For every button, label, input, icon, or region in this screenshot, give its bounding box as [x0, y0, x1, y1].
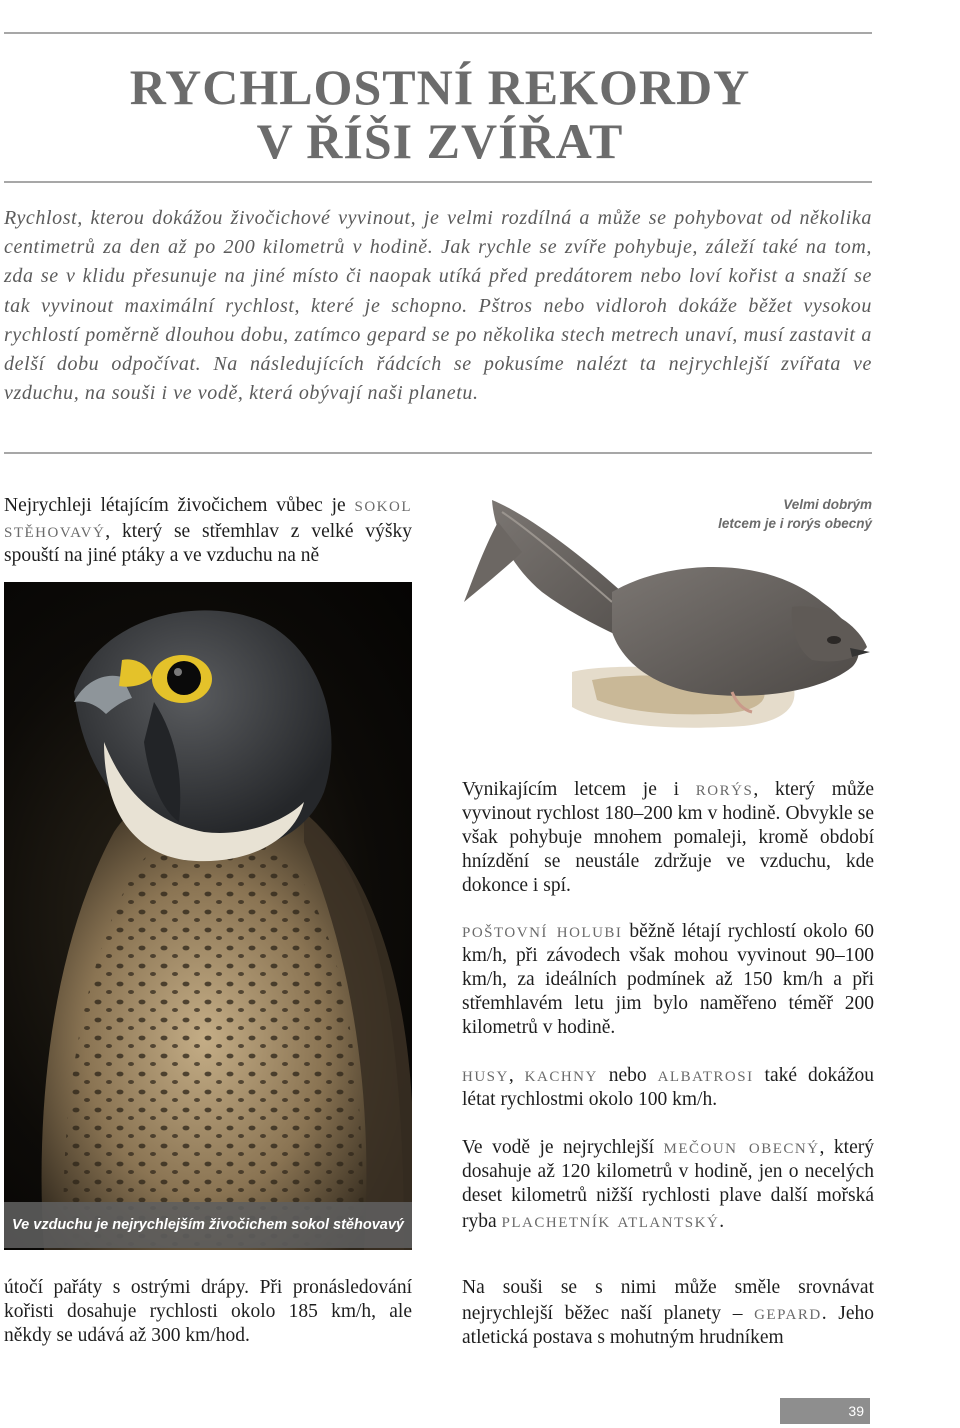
pigeon-text-post: běžně létají rychlostí okolo 60 km/h, při závodech však mohou vyvinout 90–100 km/h, za ideálních podmínek až 150 km/h a při střemhlavém letu jim bylo naměřeno téměř 200 kilometrů v hodině. — [462, 921, 875, 1038]
pigeon-paragraph — [462, 918, 874, 1040]
cheetah-name: gepard — [754, 1300, 822, 1324]
cheetah-text-pre: Na souši se s nimi může směle srovnávat nejrychlejší běžec naší planety – — [462, 1277, 874, 1324]
title-rule — [4, 181, 872, 183]
fish-paragraph — [462, 1134, 874, 1234]
title-line-1: RYCHLOSTNÍ REKORDY — [129, 59, 751, 115]
intro-paragraph: Rychlost, kterou dokážou živočichové vyvinout, je velmi rozdílná a může se pohybovat od několika centimetrů za den až po 200 kilometrů v hodině. Jak rychle se zvíře pohybuje, záleží také na tom, zda se v klidu přesunuje na jiné místo či naopak utíká před predátorem nebo loví kořist a snaží se tak vyvinout maximální rychlost, které je schopno. Pštros nebo vidloroh dokáže běžet vysokou rychlostí poměrně dlouhou dobu, zatímco gepard se po několika stech metrech unaví, musí zastavit a delší dobu odpočívat. Na následujících řádcích se pokusíme nalézt ta nejrychlejší zvířata ve vzduchu, na souši i ve vodě, která obývají naši planetu. — [4, 207, 872, 405]
fish-text-post: . — [719, 1211, 725, 1232]
falcon-species-name: sokol stěhovavý — [4, 492, 412, 542]
swift-species-name: rorýs — [695, 776, 754, 800]
page-number-label: 39 — [848, 1403, 864, 1419]
falcon-text-pre: Nejrychleji létajícím živočichem vůbec je — [4, 495, 355, 516]
pigeon-species-name: poštovní holubi — [462, 918, 623, 942]
page-number — [780, 1398, 870, 1424]
ducks-name: kachny — [524, 1062, 598, 1086]
swift-caption-line-1: Velmi dobrým — [783, 497, 872, 512]
swift-text-post: , který může vyvinout rychlost 180–200 km v hodině. Obvykle se však pohybuje mnohem pomaleji, kromě období hnízdění se neustále zdržuje ve vzduchu, kde dokonce i spí. — [462, 779, 875, 896]
falcon-photo-caption: Ve vzduchu je nejrychlejším živočichem sokol stěhovavý — [4, 1202, 412, 1248]
page-title — [0, 60, 880, 168]
birds-text-post: také dokážou létat rychlostmi okolo 100 km/h. — [462, 1065, 875, 1110]
albatross-name: albatrosi — [657, 1062, 754, 1086]
sailfish-name: plachetník atlantský — [501, 1208, 720, 1232]
cheetah-paragraph — [462, 1276, 874, 1350]
swift-photo-caption — [680, 495, 872, 533]
birds-paragraph — [462, 1062, 874, 1112]
swift-paragraph — [462, 776, 874, 898]
title-line-2: V ŘÍŠI ZVÍŘAT — [256, 113, 624, 169]
swift-caption-line-2: letcem je i rorýs obecný — [718, 516, 872, 531]
falcon-paragraph — [4, 492, 412, 568]
top-rule — [4, 32, 872, 34]
falcon-text-post: , který se střemhlav z velké výšky spouští na jiné ptáky a ve vzduchu na ně — [4, 521, 412, 566]
falcon-paragraph-cont: útočí pařáty s ostrými drápy. Při pronásledování kořisti dosahuje rychlosti okolo 185 km/h, ale někdy se udává až 300 km/hod. — [4, 1277, 412, 1346]
geese-separator: , — [508, 1065, 525, 1086]
fish-text-pre: Ve vodě je nejrychlejší — [462, 1137, 664, 1158]
ducks-separator: nebo — [597, 1065, 658, 1086]
swordfish-name: mečoun obecný — [663, 1134, 820, 1158]
falcon-photo — [4, 582, 412, 1250]
fish-text-mid: , který dosahuje až 120 kilometrů v hodině, jen o necelých deset kilometrů nižší rychlosti plave další mořská ryba — [462, 1137, 874, 1232]
cheetah-text-post: . Jeho atletická postava s mohutným hrudníkem — [462, 1303, 874, 1348]
falcon-illustration — [4, 582, 412, 1250]
swift-text-pre: Vynikajícím letcem je i — [462, 779, 696, 800]
geese-name: husy — [462, 1062, 509, 1086]
intro-rule — [4, 452, 872, 454]
